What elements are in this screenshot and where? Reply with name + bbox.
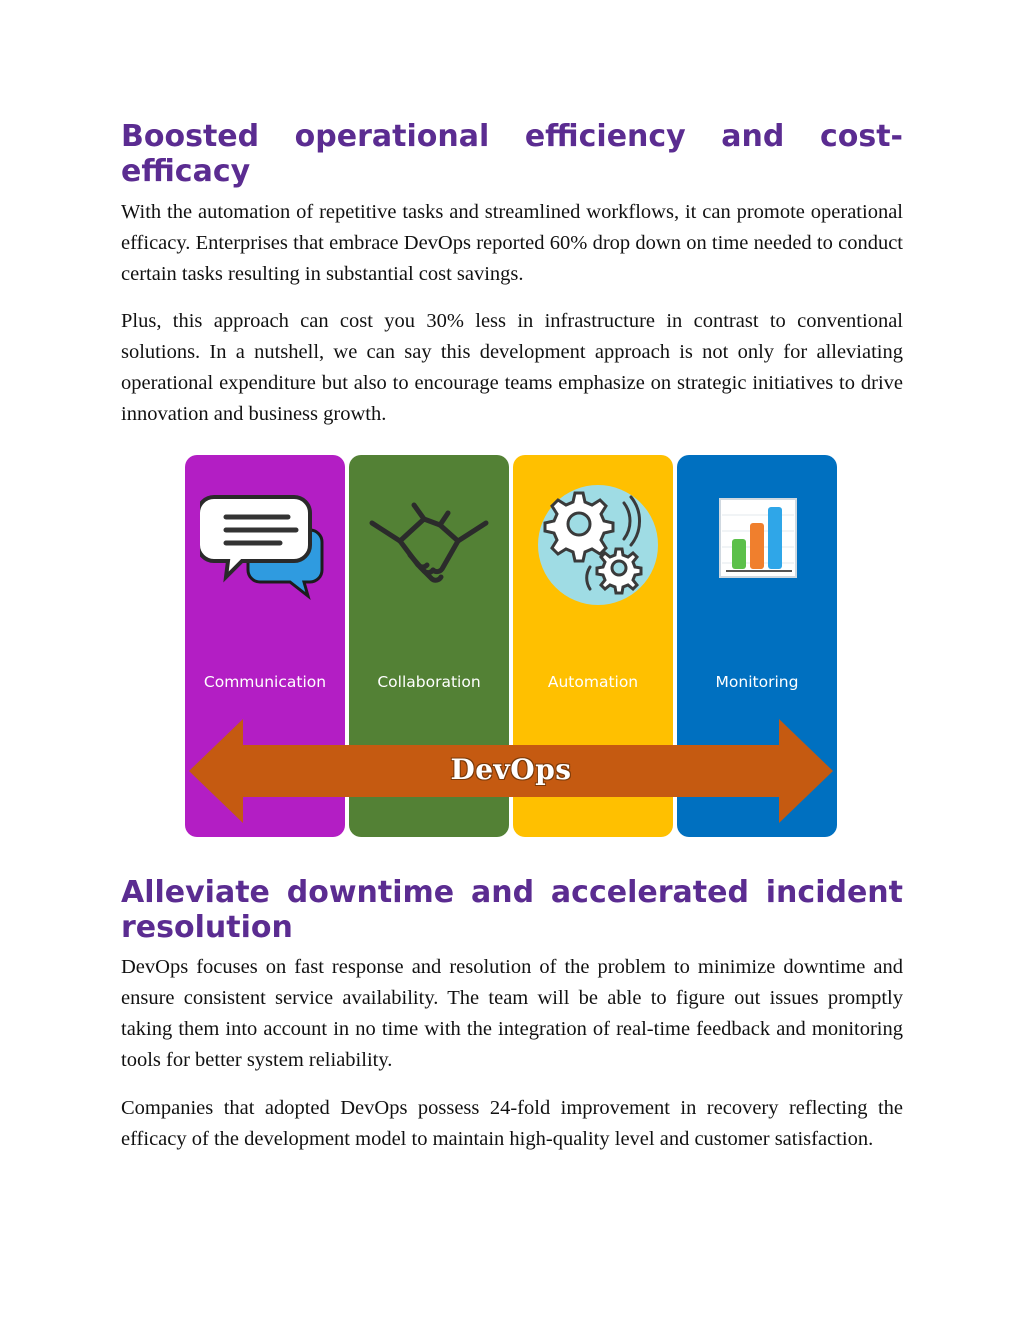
paragraph: DevOps focuses on fast response and resolution of the problem to minimize downtime and ensure consistent service availability. The team will be able to figure out issues promptly taking them into account in no time with the integration of real-time feedback and monitoring tools for better system reliability. xyxy=(121,956,903,1071)
paragraph: Plus, this approach can cost you 30% less in infrastructure in contrast to conventional solutions. In a nutshell, we can say this development approach is not only for alleviating operational expenditure but also to encourage teams emphasize on strategic initiatives to drive innovation and business growth. xyxy=(121,310,903,425)
section-heading-downtime: Alleviate downtime and accelerated incident resolution xyxy=(121,875,903,945)
bar-chart-icon xyxy=(692,475,822,605)
devops-infographic xyxy=(185,455,837,837)
handshake-icon xyxy=(364,475,494,605)
section-heading-efficiency: Boosted operational efficiency and cost-efficacy xyxy=(121,119,903,189)
chat-bubbles-icon xyxy=(200,475,330,605)
monitoring-label: Monitoring xyxy=(715,673,799,691)
automation-label: Automation xyxy=(547,673,639,691)
gears-icon xyxy=(528,475,658,605)
paragraph: With the automation of repetitive tasks and streamlined workflows, it can promote operational efficacy. Enterprises that embrace DevOps reported 60% drop down on time needed to conduct certain tasks resulting in substantial cost savings. xyxy=(121,201,903,285)
collaboration-label: Collaboration xyxy=(377,673,481,691)
paragraph: Companies that adopted DevOps possess 24-fold improvement in recovery reflecting the efficacy of the development model to maintain high-quality level and customer satisfaction. xyxy=(121,1097,903,1150)
devops-banner: DevOps xyxy=(450,753,572,786)
communication-label: Communication xyxy=(203,673,327,691)
